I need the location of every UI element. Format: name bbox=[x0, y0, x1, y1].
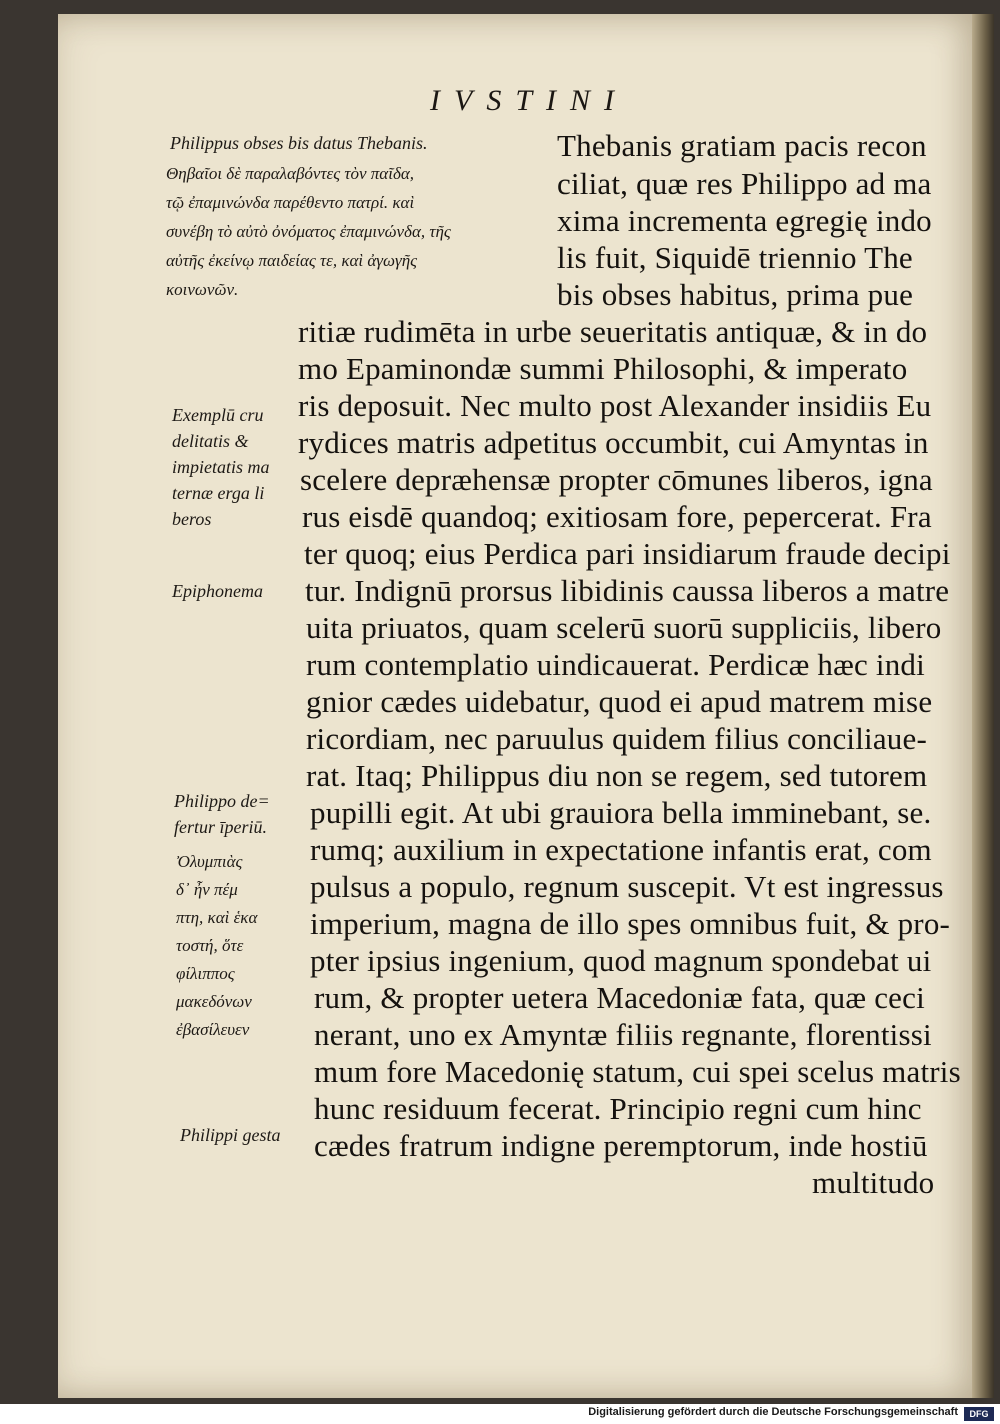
margin-note-line: ternæ erga li bbox=[172, 483, 265, 503]
text-line: mum fore Macedonię statum, cui spei scelus matris bbox=[314, 1054, 961, 1089]
text-line: pupilli egit. At ubi grauiora bella imminebant, se. bbox=[310, 795, 932, 830]
text-line: imperium, magna de illo spes omnibus fuit, & pro- bbox=[310, 906, 951, 941]
greek-note-line: μακεδόνων bbox=[176, 992, 252, 1011]
margin-note-line: Philippo de= bbox=[174, 791, 270, 811]
page-edge bbox=[972, 14, 994, 1398]
text-line: ritiæ rudimēta in urbe seueritatis antiquæ, & in do bbox=[298, 314, 928, 349]
text-line: hunc residuum fecerat. Principio regni cum hinc bbox=[314, 1091, 922, 1126]
greek-note-line: τῷ ἐπαμινώνδα παρέθεντο πατρί. καὶ bbox=[166, 193, 415, 212]
text-line: lis fuit, Siquidē triennio The bbox=[557, 240, 913, 275]
margin-note-line: fertur īperiū. bbox=[174, 817, 267, 837]
text-line: rus eisdē quandoq; exitiosam fore, pepercerat. Fra bbox=[302, 499, 932, 534]
text-line: mo Epaminondæ summi Philosophi, & imperato bbox=[298, 351, 908, 386]
margin-note: Philippi gesta bbox=[180, 1125, 281, 1145]
text-line: uita priuatos, quam scelerū suorū suppliciis, libero bbox=[306, 610, 942, 645]
text-line: pter ipsius ingenium, quod magnum spondebat ui bbox=[310, 943, 932, 978]
greek-note-line: τοστή, ὅτε bbox=[176, 936, 244, 955]
text-line: ris deposuit. Nec multo post Alexander insidiis Eu bbox=[298, 388, 932, 423]
text-line: xima incrementa egregię indo bbox=[557, 203, 932, 238]
margin-note-line: delitatis & bbox=[172, 431, 249, 451]
dfg-logo: DFG bbox=[964, 1407, 994, 1421]
greek-note-line: αὐτῆς ἐκείνῳ παιδείας τε, καὶ ἀγωγῆς bbox=[166, 251, 418, 270]
text-line: cædes fratrum indigne peremptorum, inde hostiū bbox=[314, 1128, 928, 1163]
greek-note-line: πτη, καὶ ἑκα bbox=[176, 908, 258, 927]
text-line: ricordiam, nec paruulus quidem filius conciliaue- bbox=[306, 721, 927, 756]
text-line: ciliat, quæ res Philippo ad ma bbox=[557, 166, 932, 201]
text-line: ter quoq; eius Perdica pari insidiarum fraude decipi bbox=[304, 536, 951, 571]
greek-note-line: φίλιππος bbox=[176, 964, 235, 983]
footer-bar bbox=[0, 1404, 1000, 1424]
margin-note-line: Exemplū cru bbox=[172, 405, 264, 425]
text-line: rydices matris adpetitus occumbit, cui Amyntas in bbox=[298, 425, 929, 460]
margin-note-line: beros bbox=[172, 509, 212, 529]
text-line: pulsus a populo, regnum suscepit. Vt est ingressus bbox=[310, 869, 944, 904]
running-head: IVSTINI bbox=[430, 84, 628, 117]
text-line: nerant, uno ex Amyntæ filiis regnante, florentissi bbox=[314, 1017, 932, 1052]
text-line: tur. Indignū prorsus libidinis caussa liberos a matre bbox=[305, 573, 950, 608]
greek-note-line: κοινωνῶν. bbox=[166, 280, 239, 299]
text-line: rum, & propter uetera Macedoniæ fata, quæ ceci bbox=[314, 980, 925, 1015]
footer-credit: Digitalisierung gefördert durch die Deutsche Forschungsgemeinschaft bbox=[588, 1406, 958, 1418]
margin-note: Philippus obses bis datus Thebanis. bbox=[170, 133, 428, 153]
text-line: bis obses habitus, prima pue bbox=[557, 277, 914, 312]
greek-note-line: δ᾽ ἦν πέμ bbox=[176, 880, 238, 899]
text-line: rum contemplatio uindicauerat. Perdicæ hæc indi bbox=[306, 647, 925, 682]
text-line: scelere depræhensæ propter cōmunes liberos, igna bbox=[300, 462, 933, 497]
text-line: rat. Itaq; Philippus diu non se regem, sed tutorem bbox=[306, 758, 928, 793]
greek-note-line: συνέβη τὸ αὐτὸ ὀνόματος ἐπαμινώνδα, τῆς bbox=[166, 222, 451, 241]
greek-note-line: Ὀλυμπιὰς bbox=[176, 852, 243, 871]
greek-note-line: ἐβασίλευεν bbox=[176, 1020, 250, 1039]
margin-note-line: impietatis ma bbox=[172, 457, 270, 477]
text-line: rumq; auxilium in expectatione infantis erat, com bbox=[310, 832, 932, 867]
margin-note: Epiphonema bbox=[172, 581, 263, 601]
text-line: Thebanis gratiam pacis recon bbox=[557, 128, 927, 163]
greek-note-line: Θηβαῖοι δὲ παραλαβόντες τὸν παῖδα, bbox=[166, 164, 415, 183]
catchword: multitudo bbox=[812, 1165, 935, 1200]
text-line: gnior cædes uidebatur, quod ei apud matrem mise bbox=[306, 684, 933, 719]
